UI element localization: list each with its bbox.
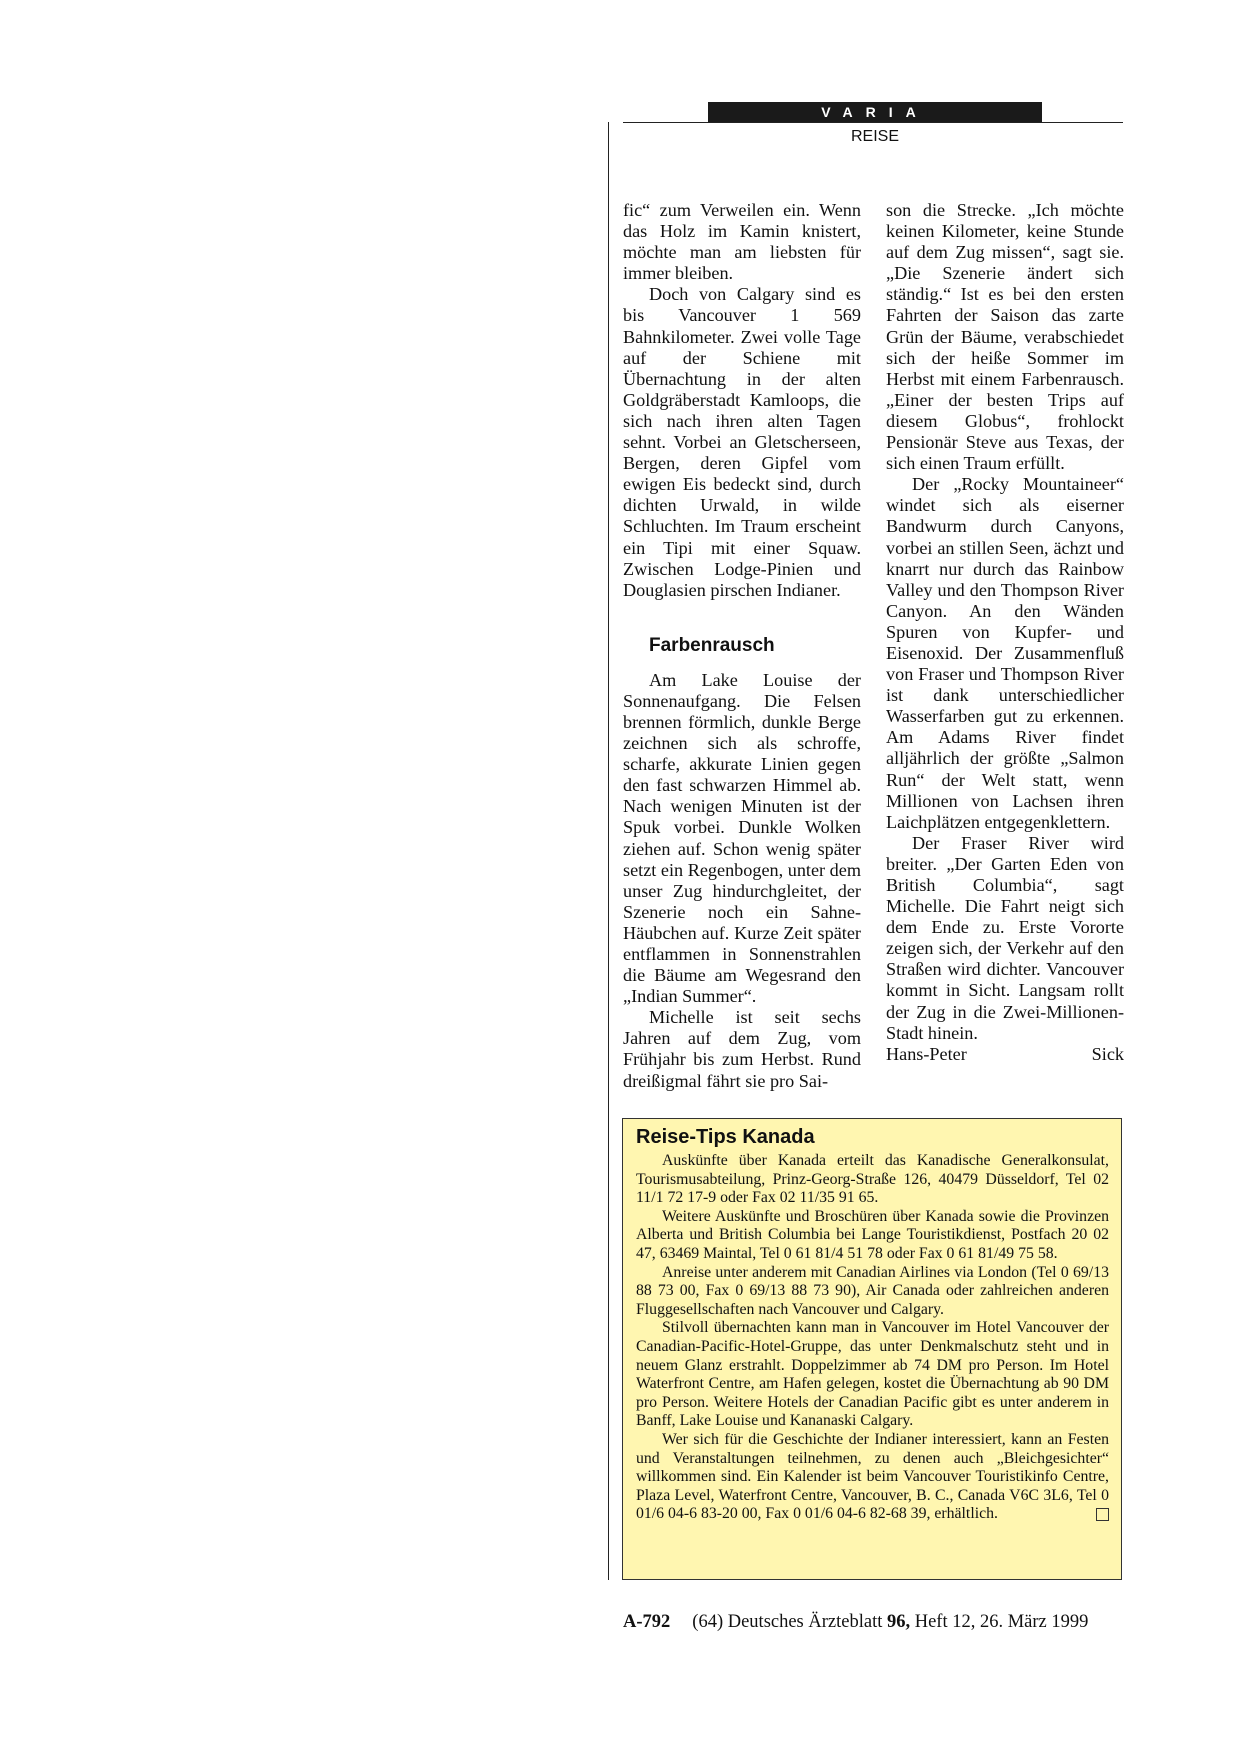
paragraph: son die Strecke. „Ich möchte keinen Kilometer, keine Stunde auf dem Zug missen“, sagt sie. „Die Szenerie ändert sich ständig.“ Ist es bei den ersten Fahrten der Saison das zarte Grün der Bäume, verabschiedet sich der heiße Sommer im Herbst mit einem Farbenrausch. „Einer der besten Trips auf diesem Globus“, frohlockt Pensionär Steve aus Texas, der sich einen Traum erfüllt.	[886, 200, 1124, 474]
author-signature: Hans-Peter Sick	[886, 1043, 1124, 1064]
volume-number: 96,	[886, 1612, 911, 1632]
end-mark-icon	[1096, 1508, 1109, 1521]
section-header-bar: VARIA	[708, 102, 1042, 122]
issue-date: Heft 12, 26. März 1999	[910, 1612, 1089, 1632]
header-rule	[623, 122, 1123, 123]
column-divider	[608, 122, 609, 1580]
page-number: A-792	[623, 1612, 671, 1632]
page-footer	[623, 1612, 1123, 1633]
article-column-1	[623, 200, 861, 1092]
paragraph: Michelle ist seit sechs Jahren auf dem Zug, vom Frühjahr bis zum Herbst. Rund dreißigmal fährt sie pro Sai-	[623, 1007, 861, 1091]
infobox-text: Wer sich für die Geschichte der Indianer interessiert, kann an Festen und Veranstaltungen teilnehmen, zu denen auch „Bleichgesichter“ willkommen sind. Ein Kalender ist beim Vancouver Touristikinfo Centre, Plaza Level, Waterfront Centre, Vancouver, B. C., Canada V6C 3L6, Tel 0 01/6 04-6 83-20 00, Fax 0 01/6 04-6 82-68 39, erhältlich.	[636, 1430, 1109, 1523]
subsection-title: REISE	[850, 128, 899, 145]
infobox-paragraph: Anreise unter anderem mit Canadian Airlines via London (Tel 0 69/13 88 73 00, Fax 0 69/13 88 73 90), Air Canada oder zahlreichen anderen Fluggesellschaften nach Vancouver und Calgary.	[636, 1263, 1109, 1318]
subheading: Farbenrausch	[649, 634, 775, 656]
infobox-paragraph: Auskünfte über Kanada erteilt das Kanadische Generalkonsulat, Tourismusabteilung, Prinz-Georg-Straße 126, 40479 Düsseldorf, Tel 02 11/1 72 17-9 oder Fax 02 11/35 91 65.	[636, 1152, 1109, 1207]
infobox-paragraph	[636, 1431, 1109, 1524]
journal-name: (64) Deutsches Ärzteblatt	[692, 1612, 887, 1632]
infobox-paragraph: Weitere Auskünfte und Broschüren über Kanada sowie die Provinzen Alberta und British Columbia bei Lange Touristikdienst, Postfach 20 02 47, 63469 Maintal, Tel 0 61 81/4 51 78 oder Fax 0 61 81/49 75 58.	[636, 1207, 1109, 1262]
infobox-paragraph: Stilvoll übernachten kann man in Vancouver im Hotel Vancouver der Canadian-Pacific-Hotel-Gruppe, das unter Denkmalschutz steht und in neuem Glanz erstrahlt. Doppelzimmer ab 74 DM pro Person. Im Hotel Waterfront Centre, am Hafen gelegen, kostet die Übernachtung ab 90 DM pro Person. Weitere Hotels der Canadian Pacific gibt es unter anderem in Banff, Lake Louise und Kananaski Calgary.	[636, 1319, 1109, 1430]
paragraph: Der „Rocky Mountaineer“ windet sich als eiserner Bandwurm durch Canyons, vorbei an stillen Seen, ächzt und knarrt nur durch das Rainbow Valley und den Thompson River Canyon. An den Wänden Spuren von Kupfer- und Eisenoxid. Der Zusammenfluß von Fraser und Thompson River ist dank unterschiedlicher Wasserfarben gut zu erkennen. Am Adams River findet alljährlich der größte „Salmon Run“ der Welt statt, wenn Millionen von Lachsen ihren Laichplätzen entgegenklettern.	[886, 474, 1124, 832]
article-column-2	[886, 200, 1124, 1065]
paragraph: Am Lake Louise der Sonnenaufgang. Die Felsen brennen förmlich, dunkle Berge zeichnen sich als schroffe, scharfe, akkurate Linien gegen den fast schwarzen Himmel ab. Nach wenigen Minuten ist der Spuk vorbei. Dunkle Wolken ziehen auf. Schon wenig später setzt ein Regenbogen, unter dem unser Zug hindurchgleitet, der Szenerie noch ein Sahne-Häubchen auf. Kurze Zeit später entflammen in Sonnenstrahlen die Bäume am Wegesrand den „Indian Summer“.	[623, 669, 861, 1007]
travel-tips-box	[622, 1118, 1122, 1580]
infobox-title: Reise-Tips Kanada	[636, 1126, 815, 1148]
paragraph: Doch von Calgary sind es bis Vancouver 1 569 Bahnkilometer. Zwei volle Tage auf der Schiene mit Übernachtung in der alten Goldgräberstadt Kamloops, die sich nach ihren alten Tagen sehnt. Vorbei an Gletscherseen, Bergen, deren Gipfel vom ewigen Eis bedeckt sind, durch dichten Urwald, in wilde Schluchten. Im Traum erscheint ein Tipi mit einer Squaw. Zwischen Lodge-Pinien und Douglasien pirschen Indianer.	[623, 284, 861, 600]
paragraph: Der Fraser River wird breiter. „Der Garten Eden von British Columbia“, sagt Michelle. Die Fahrt neigt sich dem Ende zu. Erste Vororte zeigen sich, der Verkehr auf den Straßen wird dichter. Vancouver kommt in Sicht. Langsam rollt der Zug in die Zwei-Millionen-Stadt hinein.	[886, 832, 1124, 1043]
paragraph: fic“ zum Verweilen ein. Wenn das Holz im Kamin knistert, möchte man am liebsten für immer bleiben.	[623, 200, 861, 284]
